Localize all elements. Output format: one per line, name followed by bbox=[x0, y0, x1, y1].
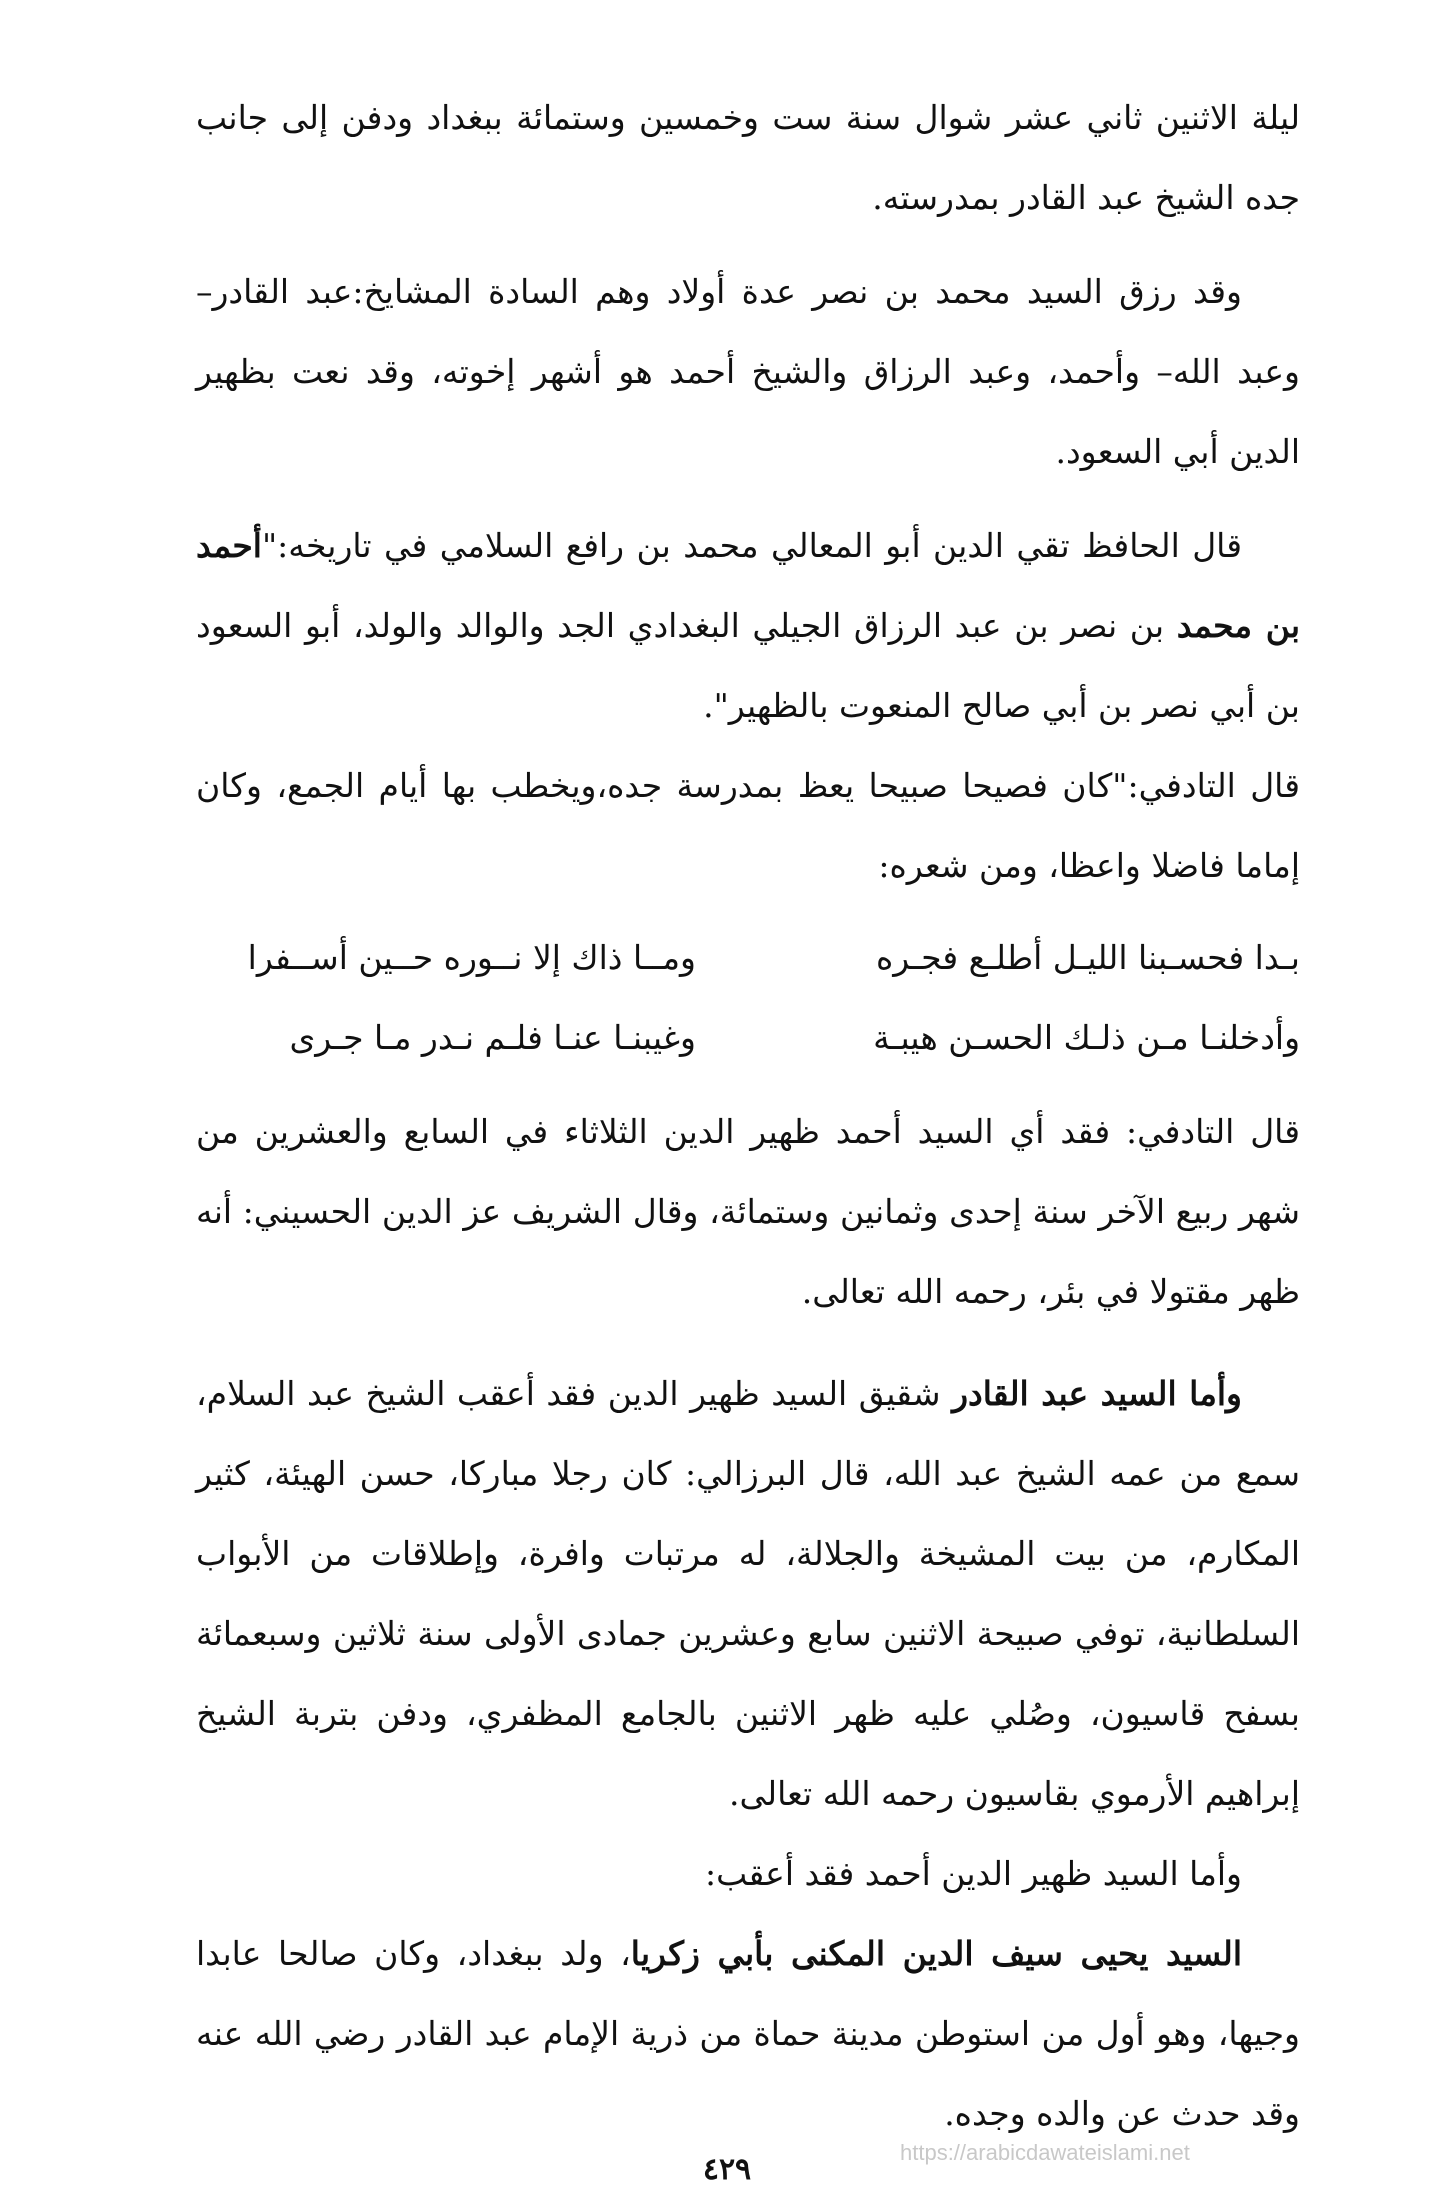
paragraph-6 bbox=[196, 1354, 1300, 1834]
paragraph-3-intro: قال الحافظ تقي الدين أبو المعالي محمد بن رافع السلامي في تاريخه:" bbox=[261, 526, 1242, 565]
paragraph-4 bbox=[196, 746, 1300, 906]
paragraph-2-text: وقد رزق السيد محمد بن نصر عدة أولاد وهم السادة المشايخ:عبد القادر– وعبد الله– وأحمد، وعبد الرزاق والشيخ أحمد هو أشهر إخوته، وقد نعت بظهير الدين أبي السعود. bbox=[196, 272, 1300, 471]
paragraph-8-bold-heading: السيد يحيى سيف الدين المكنى بأبي زكريا bbox=[630, 1934, 1242, 1973]
paragraph-8 bbox=[196, 1914, 1300, 2154]
paragraph-3 bbox=[196, 506, 1300, 746]
page-number: ٤٢٩ bbox=[702, 2152, 752, 2187]
paragraph-8-text: ، ولد ببغداد، وكان صالحا عابدا وجيها، وهو أول من استوطن مدينة حماة من ذرية الإمام عبد القادر رضي الله عنه وقد حدث عن والده وجده. bbox=[196, 1934, 1300, 2133]
verse-second-hemistich: ومــا ذاك إلا نــوره حــين أســفرا bbox=[247, 938, 696, 977]
verse-line bbox=[196, 998, 1300, 1078]
verse-first-hemistich: بـدا فحسـبنا الليـل أطلـع فجـره bbox=[875, 938, 1300, 977]
paragraph-4-text: قال التادفي:"كان فصيحا صبيحا يعظ بمدرسة جده،ويخطب بها أيام الجمع، وكان إماما فاضلا واعظا، ومن شعره: bbox=[196, 766, 1300, 885]
paragraph-7 bbox=[196, 1834, 1300, 1914]
paragraph-3-text: بن نصر بن عبد الرزاق الجيلي البغدادي الجد والوالد والولد، أبو السعود بن أبي نصر بن أبي صالح المنعوت بالظهير". bbox=[196, 606, 1300, 725]
paragraph-6-text: شقيق السيد ظهير الدين فقد أعقب الشيخ عبد السلام، سمع من عمه الشيخ عبد الله، قال البرزالي: كان رجلا مباركا، حسن الهيئة، كثير المكارم، من بيت المشيخة والجلالة، له مرتبات وافرة، وإطلاقات من الأبواب السلطانية، توفي صبيحة الاثنين سابع وعشرين جمادى الأولى سنة ثلاثين وسبعمائة بسفح قاسيون، وصُلي عليه ظهر الاثنين بالجامع المظفري، ودفن بتربة الشيخ إبراهيم الأرموي بقاسيون رحمه الله تعالى. bbox=[196, 1374, 1300, 1813]
paragraph-1 bbox=[196, 78, 1300, 238]
paragraph-5 bbox=[196, 1092, 1300, 1332]
paragraph-1-text: ليلة الاثنين ثاني عشر شوال سنة ست وخمسين وستمائة ببغداد ودفن إلى جانب جده الشيخ عبد القادر بمدرسته. bbox=[196, 98, 1300, 217]
paragraph-2 bbox=[196, 252, 1300, 492]
paragraph-7-text: وأما السيد ظهير الدين أحمد فقد أعقب: bbox=[704, 1854, 1242, 1893]
poem-verses bbox=[196, 918, 1300, 1078]
watermark-url: https://arabicdawateislami.net bbox=[900, 2140, 1190, 2165]
verse-first-hemistich: وأدخلنـا مـن ذلـك الحسـن هيبـة bbox=[873, 1018, 1300, 1057]
verse-second-hemistich: وغيبنـا عنـا فلـم نـدر مـا جـرى bbox=[289, 1018, 696, 1057]
page-body bbox=[196, 78, 1300, 2154]
paragraph-6-bold-heading: وأما السيد عبد القادر bbox=[952, 1374, 1242, 1413]
paragraph-3-bold-name: أحمد بن محمد bbox=[196, 526, 1300, 645]
verse-line bbox=[196, 918, 1300, 998]
paragraph-5-text: قال التادفي: فقد أي السيد أحمد ظهير الدين الثلاثاء في السابع والعشرين من شهر ربيع الآخر سنة إحدى وثمانين وستمائة، وقال الشريف عز الدين الحسيني: أنه ظهر مقتولا في بئر، رحمه الله تعالى. bbox=[196, 1112, 1300, 1311]
